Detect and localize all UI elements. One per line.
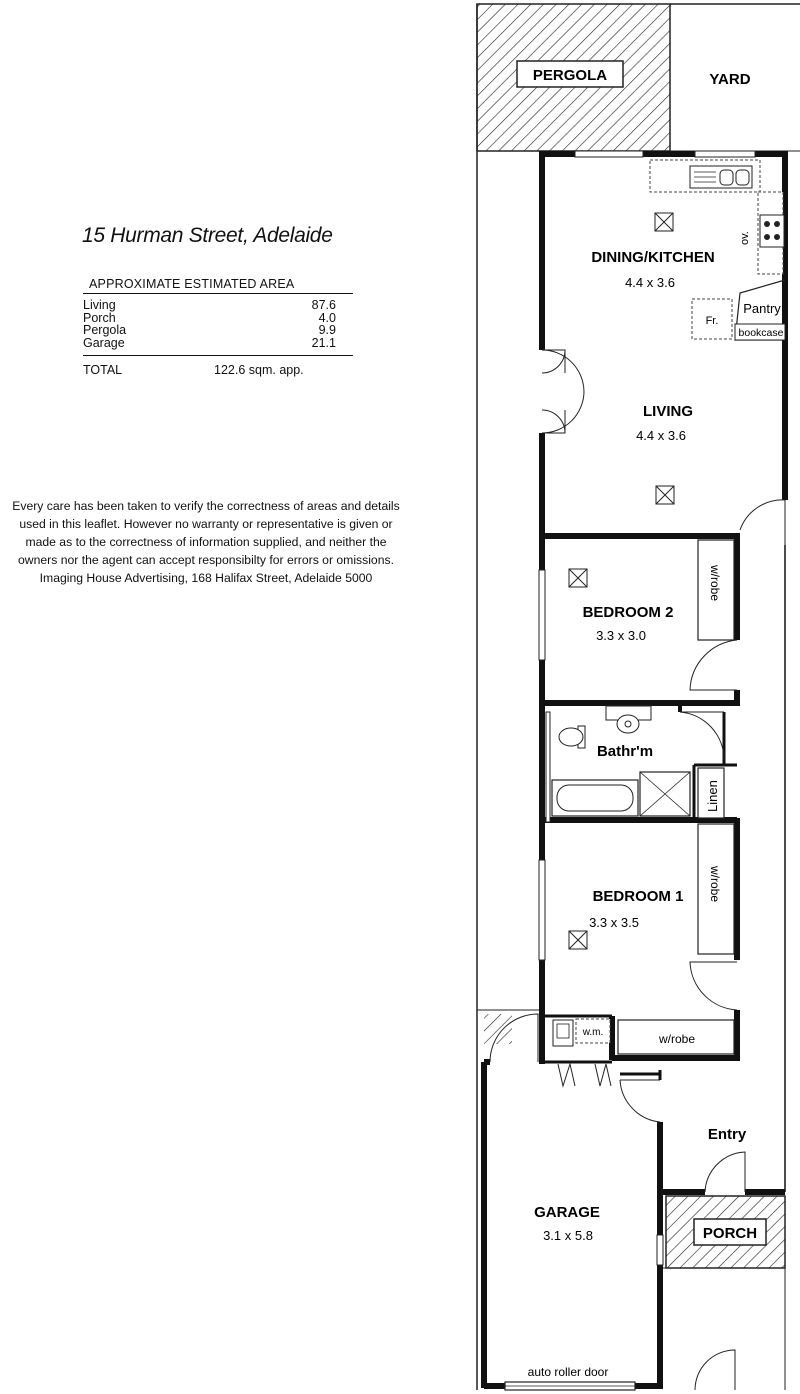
- area-table-heading: APPROXIMATE ESTIMATED AREA: [83, 277, 353, 294]
- sink-bowl: [736, 170, 749, 185]
- disclaimer-line: owners nor the agent can accept responsibilty for errors or omissions.: [18, 553, 394, 567]
- cooktop: [760, 215, 784, 247]
- entry-hall-door: [620, 1080, 660, 1122]
- wardrobe-label: w/robe: [708, 866, 722, 903]
- disclaimer-line: Imaging House Advertising, 168 Halifax Street, Adelaide 5000: [39, 571, 373, 585]
- roller-door-label: auto roller door: [527, 1365, 609, 1379]
- garage-size: 3.1 x 5.8: [543, 1228, 593, 1243]
- oven-label: ov.: [739, 231, 751, 245]
- fridge-label: Fr.: [705, 315, 719, 327]
- living-door: [542, 410, 565, 433]
- bathroom-door: [680, 712, 724, 760]
- bathtub-inner: [557, 785, 633, 811]
- bedroom1-label: BEDROOM 1: [592, 888, 684, 905]
- bedroom1-size: 3.3 x 3.5: [589, 915, 639, 930]
- disclaimer-line: made as to the correctness of information supplied, and neither the: [25, 535, 387, 549]
- living-side-door: [740, 500, 785, 545]
- area-row-value: 21.1: [311, 335, 336, 350]
- washing-machine-label: w.m.: [582, 1027, 604, 1038]
- area-row-label: Pergola: [83, 323, 127, 337]
- living-door-swing: [542, 350, 584, 433]
- wardrobe-label: w/robe: [708, 565, 722, 602]
- porch-label: PORCH: [702, 1225, 758, 1242]
- front-gate: [695, 1350, 735, 1390]
- basin: [617, 715, 639, 733]
- light-fixture: [656, 486, 674, 504]
- bookcase-label: bookcase: [738, 327, 784, 339]
- bathroom-label: Bathr'm: [596, 743, 654, 760]
- area-row-label: Porch: [83, 310, 116, 325]
- bedroom2-label: BEDROOM 2: [582, 604, 674, 621]
- bedroom1-door: [690, 962, 737, 1010]
- living-label: LIVING: [642, 403, 694, 420]
- living-size: 4.4 x 3.6: [636, 428, 686, 443]
- light-fixture: [569, 569, 587, 587]
- cooktop-burner: [764, 221, 770, 227]
- garage-label: GARAGE: [534, 1204, 600, 1221]
- living-door: [542, 350, 565, 373]
- bedroom2-size: 3.3 x 3.0: [596, 628, 646, 643]
- area-row-value: 87.6: [311, 298, 336, 312]
- entry-label: Entry: [707, 1126, 747, 1143]
- pantry-label: Pantry: [743, 301, 781, 316]
- toilet-bowl: [559, 728, 583, 746]
- area-total-value: 122.6 sqm. app.: [214, 363, 304, 377]
- window: [546, 712, 550, 822]
- yard-label: YARD: [709, 71, 751, 88]
- cooktop-burner: [774, 234, 780, 240]
- light-fixture: [655, 213, 673, 231]
- laundry-trough-inner: [557, 1024, 569, 1038]
- garage-side-hatch: [484, 1014, 512, 1044]
- light-fixture: [569, 931, 587, 949]
- area-row-label: Living: [83, 298, 116, 312]
- window: [695, 151, 755, 157]
- cooktop-burner: [774, 221, 780, 227]
- laundry-door: [558, 1064, 611, 1086]
- property-address: 15 Hurman Street, Adelaide: [82, 224, 333, 247]
- bedroom2-door: [690, 640, 737, 690]
- area-row-value: 4.0: [318, 310, 336, 325]
- window: [657, 1235, 663, 1265]
- area-total-label: TOTAL: [83, 363, 123, 377]
- cooktop-burner: [764, 234, 770, 240]
- area-row-label: Garage: [83, 335, 125, 350]
- window: [539, 570, 545, 660]
- linen-label: Linen: [705, 780, 720, 812]
- disclaimer-line: Every care has been taken to verify the correctness of areas and details: [12, 499, 400, 513]
- disclaimer-line: used in this leaflet. However no warranty or representative is given or: [19, 517, 393, 531]
- wardrobe-label: w/robe: [658, 1032, 696, 1046]
- dining-kitchen-label: DINING/KITCHEN: [591, 249, 715, 266]
- sink-bowl: [720, 170, 733, 185]
- front-door: [705, 1152, 745, 1192]
- window: [539, 860, 545, 960]
- area-row-value: 9.9: [318, 323, 336, 337]
- pergola-label: PERGOLA: [532, 67, 608, 84]
- window: [575, 151, 643, 157]
- dining-kitchen-size: 4.4 x 3.6: [625, 275, 675, 290]
